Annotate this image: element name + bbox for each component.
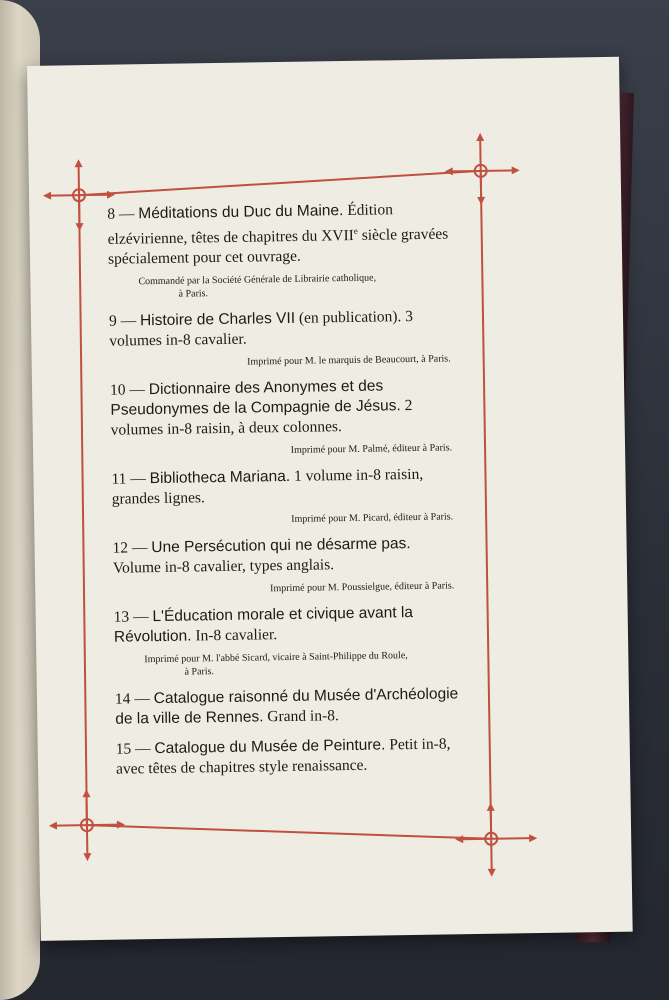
entry-text — [115, 684, 461, 729]
entry-description: Grand in-8. — [263, 707, 339, 726]
entry-number: 9 — [108, 312, 117, 330]
entry-text — [110, 375, 456, 440]
frame-top-right-h — [451, 170, 514, 171]
imprint-note: Imprimé pour M. Poussielgue, éditeur à Paris. — [270, 580, 455, 595]
catalogue-list — [107, 199, 461, 790]
separator: — — [126, 470, 150, 488]
catalogue-entry-15 — [116, 734, 462, 779]
entry-number: 8 — [107, 205, 116, 223]
frame-left-line — [77, 195, 89, 825]
separator: — — [127, 539, 152, 557]
separator: — — [131, 740, 155, 758]
entry-number: 15 — [115, 740, 132, 758]
separator: — — [125, 381, 149, 399]
entry-title: Bibliotheca Mariana. — [149, 468, 291, 488]
catalogue-entry-14 — [115, 684, 461, 729]
entry-description: In-8 cavalier. — [191, 626, 278, 645]
entry-number: 10 — [109, 381, 126, 399]
superscript: e — [353, 225, 358, 236]
catalogue-entry-11 — [111, 464, 457, 528]
entry-description: Volume in-8 cavalier, types anglais. — [112, 556, 335, 577]
entry-title: L'Éducation morale et civique avant la Révolution. — [113, 604, 414, 646]
entry-text — [109, 306, 455, 351]
entry-title: Méditations du Duc du Maine. — [138, 202, 344, 223]
entry-number: 12 — [112, 539, 129, 557]
imprint-note — [108, 270, 453, 301]
entry-number: 13 — [113, 608, 130, 626]
entry-description-cont: siècle gravées spécialement pour cet ouvrage. — [107, 225, 449, 268]
separator: — — [130, 690, 154, 708]
separator: — — [116, 312, 141, 330]
entry-text — [111, 464, 457, 509]
entry-title: Dictionnaire des Anonymes et des Pseudonymes de la Compagnie de Jésus. — [110, 377, 401, 419]
frame-bottom-right-v — [491, 809, 492, 871]
imprint-city: à Paris. — [178, 288, 209, 300]
entry-title: Catalogue raisonné du Musée d'Archéologie de la ville de Rennes. — [115, 685, 459, 728]
imprint-city: à Paris. — [184, 666, 215, 678]
frame-bottom-line — [87, 819, 491, 845]
entry-number: 14 — [114, 690, 131, 708]
catalogue-entry-10 — [110, 375, 456, 459]
entry-text — [116, 734, 462, 779]
entry-description: 1 volume in-8 raisin, grandes lignes. — [111, 465, 424, 508]
entry-title: Histoire de Charles VII — [139, 309, 296, 330]
imprint-note: Imprimé pour M. Picard, éditeur à Paris. — [291, 511, 454, 526]
catalogue-entry-13 — [114, 602, 460, 679]
catalogue-entry-9 — [109, 306, 455, 370]
catalogue-entry-12 — [112, 533, 458, 597]
separator: — — [114, 205, 139, 223]
entry-number: 11 — [111, 470, 127, 488]
imprint-note: Imprimé pour M. Palmé, éditeur à Paris. — [290, 442, 453, 457]
imprint-line: Commandé par la Société Générale de Librairie catholique, — [138, 272, 377, 288]
entry-title: Une Persécution qui ne désarme pas. — [151, 535, 411, 557]
imprint-line: Imprimé pour M. l'abbé Sicard, vicaire à Saint-Philippe du Roule, — [144, 650, 408, 666]
frame-top-line — [79, 171, 481, 195]
entry-description: Petit in-8, avec têtes de chapitres style renaissance. — [115, 735, 451, 778]
catalogue-entry-8 — [107, 199, 453, 302]
entry-text — [107, 199, 453, 270]
frame-right-line — [481, 171, 491, 839]
entry-text — [112, 533, 458, 578]
separator: — — [129, 608, 153, 626]
entry-description: Édition elzévirienne, têtes de chapitres du XVII — [107, 201, 394, 248]
entry-description: (en publication). 3 volumes in-8 cavalier. — [109, 308, 414, 350]
frame-bottom-left-v — [86, 795, 87, 855]
entry-title: Catalogue du Musée de Peinture. — [154, 736, 386, 758]
imprint-note: Imprimé pour M. le marquis de Beaucourt, à Paris. — [247, 353, 451, 368]
frame-top-right-v — [480, 139, 481, 199]
frame-top-left-v — [79, 165, 80, 225]
imprint-note — [114, 648, 459, 679]
book-page — [27, 57, 633, 941]
entry-text — [114, 602, 460, 647]
entry-description: 2 volumes in-8 raisin, à deux colonnes. — [110, 397, 413, 439]
